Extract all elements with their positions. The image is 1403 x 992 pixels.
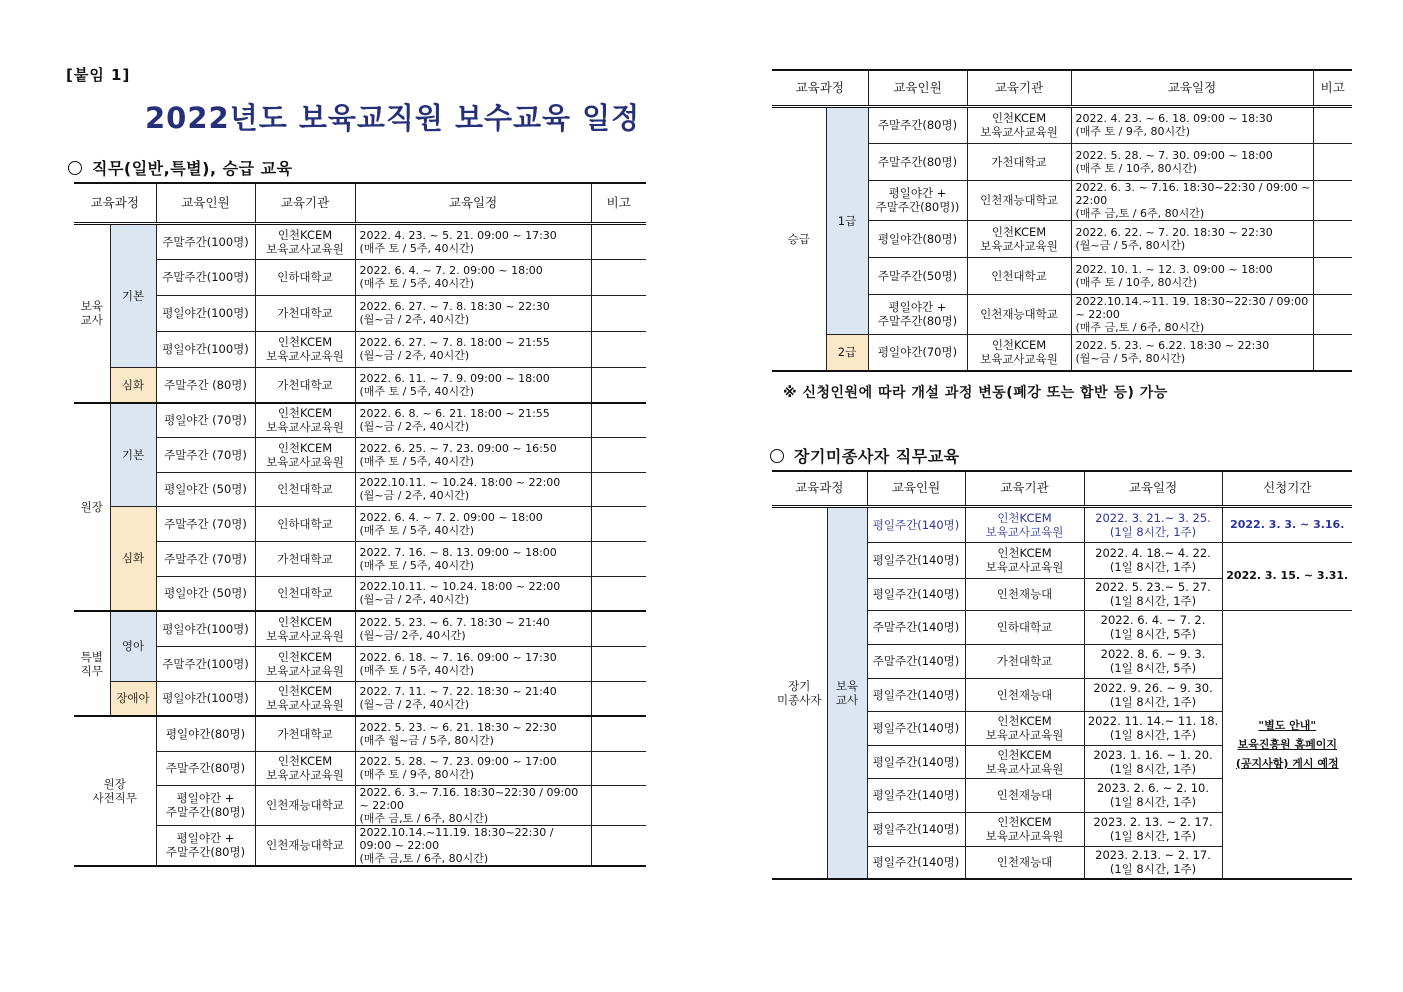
people-cell: 평일주간(140명): [867, 812, 965, 846]
schedule-cell: 2022. 6. 11. ~ 7. 9. 09:00 ~ 18:00 (매주 토 / 5주, 40시간): [355, 367, 591, 403]
group-teacher: 보육 교사: [74, 223, 110, 403]
table-row: [74, 646, 646, 681]
org-cell: 인천재능대학교: [967, 294, 1071, 334]
table-row: [772, 334, 1352, 371]
header-remark: 비고: [591, 183, 646, 223]
remark-cell: [591, 751, 646, 785]
remark-cell: [1313, 220, 1352, 257]
circle-bullet-icon: [770, 449, 784, 463]
apply-period-cell: 2022. 3. 15. ~ 3.31.: [1222, 542, 1352, 610]
org-cell: 인하대학교: [255, 259, 355, 295]
people-cell: 평일주간(140명): [867, 542, 965, 578]
people-cell: 평일야간(100명): [156, 331, 255, 367]
people-cell: 평일야간(100명): [156, 295, 255, 331]
people-cell: 주말주간(50명): [868, 257, 967, 294]
schedule-cell: 2022. 6. 4. ~ 7. 2. 09:00 ~ 18:00 (매주 토 / 5주, 40시간): [355, 259, 591, 295]
schedule-cell: 2022. 5. 28. ~ 7. 30. 09:00 ~ 18:00 (매주 토 / 10주, 80시간): [1071, 143, 1313, 180]
people-cell: 평일야간 + 주말주간(80명): [156, 825, 255, 866]
table-row: [74, 437, 646, 472]
people-cell: 주말주간 (70명): [156, 506, 255, 541]
schedule-cell: 2022. 5. 23.~ 5. 27. (1일 8시간, 1주): [1084, 578, 1222, 610]
schedule-cell: 2022. 4. 23. ~ 5. 21. 09:00 ~ 17:30 (매주 토 / 5주, 40시간): [355, 223, 591, 259]
remark-cell: [591, 295, 646, 331]
schedule-cell: 2022. 11. 14.~ 11. 18. (1일 8시간, 1주): [1084, 711, 1222, 745]
schedule-cell: 2023. 2. 6. ~ 2. 10. (1일 8시간, 1주): [1084, 778, 1222, 812]
people-cell: 평일야간 + 주말주간(80명)): [868, 180, 967, 220]
remark-cell: [591, 825, 646, 866]
people-cell: 평일야간(80명): [156, 716, 255, 751]
schedule-cell: 2022. 6. 22. ~ 7. 20. 18:30 ~ 22:30 (월~금 / 5주, 80시간): [1071, 220, 1313, 257]
org-cell: 인천KCEM 보육교사교육원: [255, 681, 355, 716]
org-cell: 인천KCEM 보육교사교육원: [967, 106, 1071, 143]
group-pre-director: 원장 사전직무: [74, 716, 156, 866]
group-teacher: 보육 교사: [827, 506, 867, 879]
remark-cell: [591, 785, 646, 825]
org-cell: 인천KCEM 보육교사교육원: [967, 334, 1071, 371]
promotion-education-table: [772, 69, 1352, 372]
org-cell: 인천대학교: [967, 257, 1071, 294]
schedule-cell: 2022.10.14.~11. 19. 18:30~22:30 / 09:00 ~ 22:00 (매주 금,토 / 6주, 80시간): [1071, 294, 1313, 334]
table-row: [772, 106, 1352, 143]
remark-cell: [1313, 180, 1352, 220]
table-row: [772, 506, 1352, 542]
org-cell: 인천재능대: [965, 846, 1084, 879]
people-cell: 평일주간(140명): [867, 678, 965, 711]
level-advanced: 심화: [110, 367, 156, 403]
people-cell: 주말주간(80명): [868, 143, 967, 180]
header-people: 교육인원: [156, 183, 255, 223]
header-remark: 비고: [1313, 70, 1352, 106]
remark-cell: [591, 367, 646, 403]
remark-cell: [1313, 257, 1352, 294]
org-cell: 인천재능대학교: [255, 825, 355, 866]
org-cell: 인천KCEM 보육교사교육원: [965, 745, 1084, 778]
table-row: [74, 367, 646, 403]
people-cell: 평일야간(100명): [156, 611, 255, 646]
schedule-cell: 2022. 10. 1. ~ 12. 3. 09:00 ~ 18:00 (매주 토 / 10주, 80시간): [1071, 257, 1313, 294]
org-cell: 인천KCEM 보육교사교육원: [965, 812, 1084, 846]
schedule-cell: 2022. 6. 27. ~ 7. 8. 18:30 ~ 22:30 (월~금 / 2주, 40시간): [355, 295, 591, 331]
table-row: [74, 785, 646, 825]
group-promotion: 승급: [772, 106, 826, 371]
org-cell: 가천대학교: [255, 541, 355, 576]
apply-period-notice-cell: [1222, 610, 1352, 879]
org-cell: 가천대학교: [967, 143, 1071, 180]
schedule-cell: 2022.10.11. ~ 10.24. 18:00 ~ 22:00 (월~금 / 2주, 40시간): [355, 472, 591, 506]
org-cell: 인천재능대학교: [255, 785, 355, 825]
remark-cell: [591, 223, 646, 259]
people-cell: 평일야간 + 주말주간(80명): [868, 294, 967, 334]
schedule-cell: 2022. 5. 23. ~ 6. 7. 18:30 ~ 21:40 (월~금/ 2주, 40시간): [355, 611, 591, 646]
org-cell: 가천대학교: [255, 367, 355, 403]
notice-line: 보육진흥원 홈페이지: [1237, 737, 1337, 751]
section-heading-long-term: [770, 444, 960, 467]
level-2nd-grade: 2급: [826, 334, 868, 371]
schedule-cell: 2022. 7. 16. ~ 8. 13. 09:00 ~ 18:00 (매주 토 / 5주, 40시간): [355, 541, 591, 576]
people-cell: 주말주간(140명): [867, 644, 965, 678]
header-people: 교육인원: [867, 471, 965, 506]
org-cell: 인천KCEM 보육교사교육원: [967, 220, 1071, 257]
table-row: [74, 403, 646, 437]
people-cell: 평일야간 (50명): [156, 472, 255, 506]
remark-cell: [591, 259, 646, 295]
schedule-cell: 2022. 6. 3. ~ 7.16. 18:30~22:30 / 09:00 ~ 22:00 (매주 금,토 / 6주, 80시간): [1071, 180, 1313, 220]
remark-cell: [591, 646, 646, 681]
schedule-cell: 2022. 5. 28. ~ 7. 23. 09:00 ~ 17:00 (매주 토 / 9주, 80시간): [355, 751, 591, 785]
people-cell: 평일야간 (70명): [156, 403, 255, 437]
people-cell: 주말주간 (70명): [156, 541, 255, 576]
people-cell: 평일야간(70명): [868, 334, 967, 371]
schedule-cell: 2022.10.14.~11.19. 18:30~22:30 / 09:00 ~ 22:00 (매주 금,토 / 6주, 80시간): [355, 825, 591, 866]
page-title: 2022년도 보육교직원 보수교육 일정: [145, 101, 641, 135]
group-director: 원장: [74, 403, 110, 611]
org-cell: 인천재능대: [965, 778, 1084, 812]
header-org: 교육기관: [967, 70, 1071, 106]
org-cell: 인천KCEM 보육교사교육원: [255, 403, 355, 437]
table-row: [74, 716, 646, 751]
schedule-cell: 2022. 6. 8. ~ 6. 21. 18:00 ~ 21:55 (월~금 / 2주, 40시간): [355, 403, 591, 437]
org-cell: 인천KCEM 보육교사교육원: [965, 542, 1084, 578]
org-cell: 가천대학교: [255, 716, 355, 751]
header-course: 교육과정: [74, 183, 156, 223]
schedule-cell: 2022. 7. 11. ~ 7. 22. 18:30 ~ 21:40 (월~금 / 2주, 40시간): [355, 681, 591, 716]
attachment-label: [붙임 1]: [66, 66, 131, 84]
remark-cell: [591, 541, 646, 576]
org-cell: 인천재능대: [965, 678, 1084, 711]
org-cell: 인하대학교: [965, 610, 1084, 644]
header-period: 신청기간: [1222, 471, 1352, 506]
schedule-cell: 2022. 9. 26. ~ 9. 30. (1일 8시간, 1주): [1084, 678, 1222, 711]
people-cell: 평일주간(140명): [867, 578, 965, 610]
org-cell: 인천대학교: [255, 576, 355, 611]
people-cell: 평일야간 + 주말주간(80명): [156, 785, 255, 825]
org-cell: 인천KCEM 보육교사교육원: [255, 611, 355, 646]
schedule-cell: 2022. 4. 23. ~ 6. 18. 09:00 ~ 18:30 (매주 토 / 9주, 80시간): [1071, 106, 1313, 143]
people-cell: 주말주간 (80명): [156, 367, 255, 403]
remark-cell: [591, 403, 646, 437]
header-org: 교육기관: [255, 183, 355, 223]
table-row: [74, 681, 646, 716]
people-cell: 주말주간 (70명): [156, 437, 255, 472]
table-row: [74, 295, 646, 331]
schedule-cell: 2023. 2.13. ~ 2. 17. (1일 8시간, 1주): [1084, 846, 1222, 879]
people-cell: 평일주간(140명): [867, 745, 965, 778]
circle-bullet-icon: [68, 161, 82, 175]
schedule-cell: 2022. 5. 23. ~ 6.22. 18:30 ~ 22:30 (월~금 / 5주, 80시간): [1071, 334, 1313, 371]
people-cell: 주말주간(100명): [156, 259, 255, 295]
table-row: [74, 472, 646, 506]
schedule-cell: 2022. 4. 18.~ 4. 22. (1일 8시간, 1주): [1084, 542, 1222, 578]
remark-cell: [591, 576, 646, 611]
schedule-cell: 2022. 3. 21.~ 3. 25. (1일 8시간, 1주): [1084, 506, 1222, 542]
level-disabled: 장애아: [110, 681, 156, 716]
level-infant: 영아: [110, 611, 156, 681]
schedule-cell: 2023. 2. 13. ~ 2. 17. (1일 8시간, 1주): [1084, 812, 1222, 846]
header-course: 교육과정: [772, 70, 868, 106]
remark-cell: [1313, 106, 1352, 143]
level-basic: 기본: [110, 403, 156, 506]
table-row: [74, 611, 646, 646]
header-org: 교육기관: [965, 471, 1084, 506]
job-education-table: [74, 182, 646, 867]
people-cell: 주말주간(100명): [156, 223, 255, 259]
people-cell: 평일주간(140명): [867, 711, 965, 745]
org-cell: 인천KCEM 보육교사교육원: [255, 331, 355, 367]
header-people: 교육인원: [868, 70, 967, 106]
people-cell: 주말주간(100명): [156, 646, 255, 681]
people-cell: 평일주간(140명): [867, 506, 965, 542]
org-cell: 인천대학교: [255, 472, 355, 506]
remark-cell: [591, 472, 646, 506]
org-cell: 인천KCEM 보육교사교육원: [255, 751, 355, 785]
org-cell: 인천KCEM 보육교사교육원: [255, 646, 355, 681]
remark-cell: [591, 331, 646, 367]
table-row: [74, 259, 646, 295]
level-basic: 기본: [110, 223, 156, 367]
remark-cell: [591, 506, 646, 541]
group-special: 특별 직무: [74, 611, 110, 716]
group-long-term: 장기 미종사자: [772, 506, 827, 879]
table-row: [74, 541, 646, 576]
header-course: 교육과정: [772, 471, 867, 506]
schedule-cell: 2022.10.11. ~ 10.24. 18:00 ~ 22:00 (월~금 / 2주, 40시간): [355, 576, 591, 611]
org-cell: 가천대학교: [255, 295, 355, 331]
section-title: 직무(일반,특별), 승급 교육: [92, 159, 293, 178]
notice-line: (공지사항) 게시 예정: [1235, 756, 1339, 770]
org-cell: 인천KCEM 보육교사교육원: [255, 437, 355, 472]
section-title: 장기미종사자 직무교육: [794, 447, 960, 466]
org-cell: 가천대학교: [965, 644, 1084, 678]
table-row: [74, 576, 646, 611]
people-cell: 평일야간 (50명): [156, 576, 255, 611]
table-row: [74, 223, 646, 259]
long-term-education-table: [772, 470, 1352, 880]
remark-cell: [1313, 294, 1352, 334]
header-schedule: 교육일정: [355, 183, 591, 223]
org-cell: 인천KCEM 보육교사교육원: [255, 223, 355, 259]
notice-text: ※ 신청인원에 따라 개설 과정 변동(폐강 또는 합반 등) 가능: [783, 385, 1168, 401]
header-schedule: 교육일정: [1084, 471, 1222, 506]
schedule-cell: 2022. 6. 4. ~ 7. 2. (1일 8시간, 5주): [1084, 610, 1222, 644]
people-cell: 평일주간(140명): [867, 846, 965, 879]
org-cell: 인하대학교: [255, 506, 355, 541]
people-cell: 주말주간(80명): [868, 106, 967, 143]
table-row: [74, 506, 646, 541]
remark-cell: [1313, 143, 1352, 180]
apply-period-cell: 2022. 3. 3. ~ 3.16.: [1222, 506, 1352, 542]
people-cell: 평일주간(140명): [867, 778, 965, 812]
header-schedule: 교육일정: [1071, 70, 1313, 106]
table-row: [74, 751, 646, 785]
level-advanced: 심화: [110, 506, 156, 611]
schedule-cell: 2022. 6. 4. ~ 7. 2. 09:00 ~ 18:00 (매주 토 / 5주, 40시간): [355, 506, 591, 541]
table-row: [74, 825, 646, 866]
schedule-cell: 2022. 6. 27. ~ 7. 8. 18:00 ~ 21:55 (월~금 / 2주, 40시간): [355, 331, 591, 367]
section-heading-job-promotion: [68, 156, 292, 179]
org-cell: 인천KCEM 보육교사교육원: [965, 506, 1084, 542]
table-row: [74, 331, 646, 367]
org-cell: 인천KCEM 보육교사교육원: [965, 711, 1084, 745]
people-cell: 평일야간(80명): [868, 220, 967, 257]
remark-cell: [1313, 334, 1352, 371]
remark-cell: [591, 437, 646, 472]
people-cell: 주말주간(140명): [867, 610, 965, 644]
people-cell: 주말주간(80명): [156, 751, 255, 785]
level-1st-grade: 1급: [826, 106, 868, 334]
schedule-cell: 2022. 5. 23. ~ 6. 21. 18:30 ~ 22:30 (매주 월~금 / 5주, 80시간): [355, 716, 591, 751]
people-cell: 평일야간(100명): [156, 681, 255, 716]
schedule-cell: 2022. 6. 18. ~ 7. 16. 09:00 ~ 17:30 (매주 토 / 5주, 40시간): [355, 646, 591, 681]
schedule-cell: 2022. 8. 6. ~ 9. 3. (1일 8시간, 5주): [1084, 644, 1222, 678]
remark-cell: [591, 716, 646, 751]
schedule-cell: 2023. 1. 16. ~ 1. 20. (1일 8시간, 1주): [1084, 745, 1222, 778]
org-cell: 인천재능대: [965, 578, 1084, 610]
remark-cell: [591, 611, 646, 646]
schedule-cell: 2022. 6. 3.~ 7.16. 18:30~22:30 / 09:00 ~ 22:00 (매주 금,토 / 6주, 80시간): [355, 785, 591, 825]
org-cell: 인천재능대학교: [967, 180, 1071, 220]
schedule-cell: 2022. 6. 25. ~ 7. 23. 09:00 ~ 16:50 (매주 토 / 5주, 40시간): [355, 437, 591, 472]
notice-line: "별도 안내": [1258, 718, 1317, 732]
remark-cell: [591, 681, 646, 716]
